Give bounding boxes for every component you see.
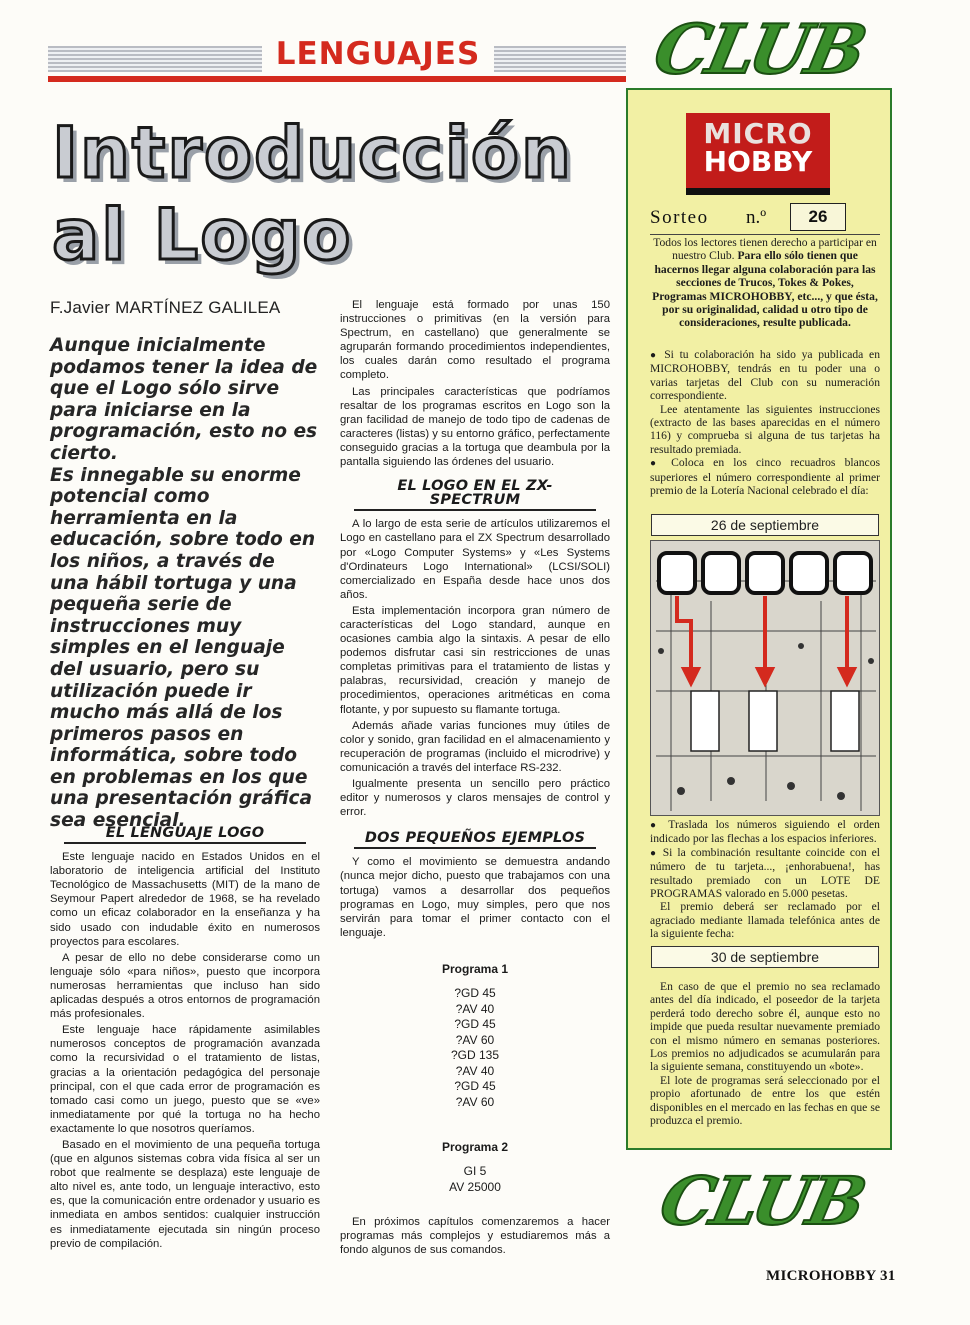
club-intro-text: Todos los lectores tienen derecho a participar en nuestro Club. xyxy=(653,236,877,263)
club-logo-bottom: CLUB xyxy=(653,1162,871,1240)
paragraph: Y como el movimiento se demuestra andando (nunca mejor dicho, puesto que trabajamos con una tortuga) vamos a desarrollar dos pequeños programas en Logo, muy simples, pero que nos servirán para tomar el primer contacto con el lenguaje. xyxy=(340,856,610,939)
code-line: ?GD 135 xyxy=(450,1048,500,1063)
sorteo-row xyxy=(650,203,880,233)
chip xyxy=(749,691,777,751)
paragraph: Además añade varias funciones muy útiles de color y sonido, gran facilidad en el almacenamiento y recuperación de programas (incluido el microdrive) y comunicación a través del interface RS-232. xyxy=(340,719,610,774)
logo-strip xyxy=(686,188,830,195)
club-instructions-1 xyxy=(650,348,880,497)
bullet-icon xyxy=(650,456,671,469)
paragraph: Igualmente presenta un sencillo pero práctico editor y numerosos y claros mensajes de control y error. xyxy=(340,778,610,819)
club-instructions-2 xyxy=(650,818,880,941)
club-logo: CLUB xyxy=(647,10,872,90)
section-heading: EL LENGUAJE LOGO xyxy=(64,826,306,844)
column-1 xyxy=(50,818,320,1253)
logo-hobby: HOBBY xyxy=(703,145,813,178)
code-line: ?AV 40 xyxy=(455,1063,495,1078)
chip xyxy=(831,691,859,751)
paragraph: En próximos capítulos comenzaremos a hacer programas más complejos y estudiaremos más a fondo algunos de sus comandos. xyxy=(340,1216,610,1257)
page-number: MICROHOBBY 31 xyxy=(766,1268,896,1284)
club-para: El premio deberá ser reclamado por el agraciado mediante llamada telefónica antes de la siguiente fecha: xyxy=(650,900,880,941)
sorteo-label: Sorteo xyxy=(650,207,709,228)
code-line: ?AV 60 xyxy=(455,1032,495,1047)
sorteo-divider xyxy=(650,234,880,235)
club-intro-bold: Para ello sólo tienen que hacernos llegar alguna colaboración para las secciones de Trucos, Tokes & Pokes, Programas MICROHOBBY, etc..., y que ésta, por su originalidad, calidad u otro tipo de consideraciones, resulte publicada. xyxy=(652,249,878,330)
paragraph: Las principales características que podríamos resaltar de los programas escritos en Logo son la gran facilidad de manejo de todo tipo de cadenas de caracteres (listas) y su entorno gráfico, perfectamente conseguido gracias a la tortuga que deambula por la pantalla siguiendo las órdenes del usuario. xyxy=(340,385,610,469)
section-heading: DOS PEQUEÑOS EJEMPLOS xyxy=(354,831,596,849)
paragraph: Este lenguaje nacido en Estados Unidos en el laboratorio de inteligencia artificial del Instituto Tecnológico de Massachusetts (MIT) de la mano de Seymour Papert alrededor de 1968, se ha revelado como un eficaz colaborador en la enseñanza y ha sido usado con indudable éxito en numerosos proyectos para escolares. xyxy=(50,851,320,948)
club-para: Lee atentamente las siguientes instrucciones (extracto de las bases aparecidas en el número 116) y comprueba si alguna de tus tarjetas ha resultado premiada. xyxy=(650,402,880,456)
code-line: ?GD 45 xyxy=(454,986,496,1001)
author: F.Javier MARTÍNEZ GALILEA xyxy=(50,298,281,317)
program-title: Programa 1 xyxy=(441,961,509,976)
digit-box xyxy=(659,553,695,593)
digit-box xyxy=(747,553,783,593)
bullet-icon xyxy=(650,348,664,361)
sorteo-number: 26 xyxy=(790,203,846,231)
code-line: ?GD 45 xyxy=(454,1079,496,1094)
code-line: ?AV 60 xyxy=(455,1094,495,1109)
intro-para: Aunque inicialmente podamos tener la idea de que el Logo sólo sirve para iniciarse en la programación, esto no es cierto. xyxy=(50,335,318,464)
circuit-board-illustration xyxy=(650,540,880,816)
title-line-2: al Logo xyxy=(52,194,353,276)
paragraph: Esta implementación incorpora gran número de características del Logo standard, aunque en ocasiones cambia algo la sintaxis. A pesar de ello podemos disfrutar casi sin restricciones de unas completas primitivas para el tratamiento de listas y palabras, recursividad, creación y manejo de procedimientos, operaciones aritméticas en coma flotante, y por supuesto su flamante tortuga. xyxy=(340,604,610,716)
club-para: El lote de programas será seleccionado por el propio afortunado de entre los que estén disponibles en el mercado en las fechas en que se produzca el premio. xyxy=(650,1073,880,1128)
club-para: ● Traslada los números siguiendo el orden indicado por las flechas a los espacios inferiores. xyxy=(650,818,880,846)
lottery-date: 26 de septiembre xyxy=(651,514,879,536)
code-line: ?AV 40 xyxy=(455,1001,495,1016)
intro-para: Es innegable su enorme potencial como herramienta en la educación, sobre todo en los niños, a través de una hábil tortuga y una pequeña serie de instrucciones muy simples en el lenguaje del usuario, pero su utilización puede ir mucho más allá de los primeros pasos en informática, sobre todo en problemas en los que una presentación gráfica sea esencial. xyxy=(50,464,316,832)
club-para: ● Si la combinación resultante coincide con el número de tu tarjeta..., ¡enhorabuena!, has resultado premiado con un LOTE DE PROGRAMAS valorado en 5.000 pesetas. xyxy=(650,846,880,901)
bullet-icon xyxy=(650,818,668,831)
paragraph: A lo largo de esta serie de artículos utilizaremos el Logo en castellano para el ZX Spectrum desarrollado por «Logo Computer Systems» y «Les Systems d'Ordinateurs Logo International» (LCSI/SOLI) comercializado en España desde hace unos dos años. xyxy=(340,518,610,601)
column-2 xyxy=(340,298,610,1259)
club-para: ● Si tu colaboración ha sido ya publicada en MICROHOBBY, tendrás en tu poder una o varias tarjetas del Club con su numeración correspondiente. xyxy=(650,348,880,403)
code-line: ?GD 45 xyxy=(454,1017,496,1032)
article-title xyxy=(52,112,612,276)
chip xyxy=(691,691,719,751)
paragraph: Basado en el movimiento de una pequeña tortuga (que en algunos sistemas cobra vida física al ser un robot que realmente se desplaza) este lenguaje de alto nivel es, ante todo, un lenguaje interactivo, esto es, que la comunicación entre ordenador y usuario es inmediata en ambos sentidos: cualquier instrucción es inmediatamente ejecutada sin ningún proceso previo de compilación. xyxy=(50,1138,320,1250)
club-instructions-3 xyxy=(650,980,880,1127)
digit-box xyxy=(791,553,827,593)
section-title: LENGUAJES xyxy=(262,34,494,74)
microhobby-logo xyxy=(686,113,830,195)
title-line-1: Introducción xyxy=(52,112,573,194)
sorteo-no-label: n.º xyxy=(746,207,767,228)
club-para: En caso de que el premio no sea reclamado antes del día indicado, el poseedor de la tarjeta perderá todo derecho sobre él, aunque esto no impide que pueda resultar nuevamente premiado con el mismo número en semanas posteriores. Los premios no adjudicados se acumularán para la siguiente semana, constituyendo un «bote». xyxy=(650,980,880,1074)
code-line: GI 5 xyxy=(463,1164,487,1179)
program-1 xyxy=(340,962,610,1110)
program-2 xyxy=(340,1140,610,1195)
code-line: AV 25000 xyxy=(449,1179,501,1194)
paragraph: Este lenguaje hace rápidamente asimilables numerosos conceptos de programación avanzada como la recursividad o el tratamiento de listas, gracias a la orientación pedagógica del personaje principal, con el que cada error de programación es tomado casi como un juego, puesto que se «ve» inmediatamente por qué la tortuga no ha hecho exactamente lo que nosotros queríamos. xyxy=(50,1024,320,1135)
intro xyxy=(50,335,320,832)
paragraph: El lenguaje está formado por unas 150 instrucciones o primitivas (en la versión para Spectrum, en castellano) que generalmente se agruparán formando procedimientos independientes, los cuales darán como resultado el programa completo. xyxy=(340,299,610,382)
bullet-icon xyxy=(650,846,663,859)
club-para: ● Coloca en los cinco recuadros blancos superiores el número correspondiente al primer premio de la Lotería Nacional celebrado el día: xyxy=(650,456,880,497)
paragraph: A pesar de ello no debe considerarse como un lenguaje sólo «para niños», puesto que incorpora numerosas herramientas que incluso han sido aplicadas después a otros entornos de programación más profesionales. xyxy=(50,951,320,1021)
claim-date: 30 de septiembre xyxy=(651,946,879,968)
program-title: Programa 2 xyxy=(441,1140,509,1155)
section-heading: EL LOGO EN EL ZX-SPECTRUM xyxy=(354,479,596,511)
digit-box xyxy=(703,553,739,593)
club-intro xyxy=(650,236,880,330)
circuit-board-svg xyxy=(651,541,880,816)
logo-micro: MICRO xyxy=(703,117,813,150)
digit-box xyxy=(835,553,871,593)
header-rule xyxy=(48,76,626,82)
